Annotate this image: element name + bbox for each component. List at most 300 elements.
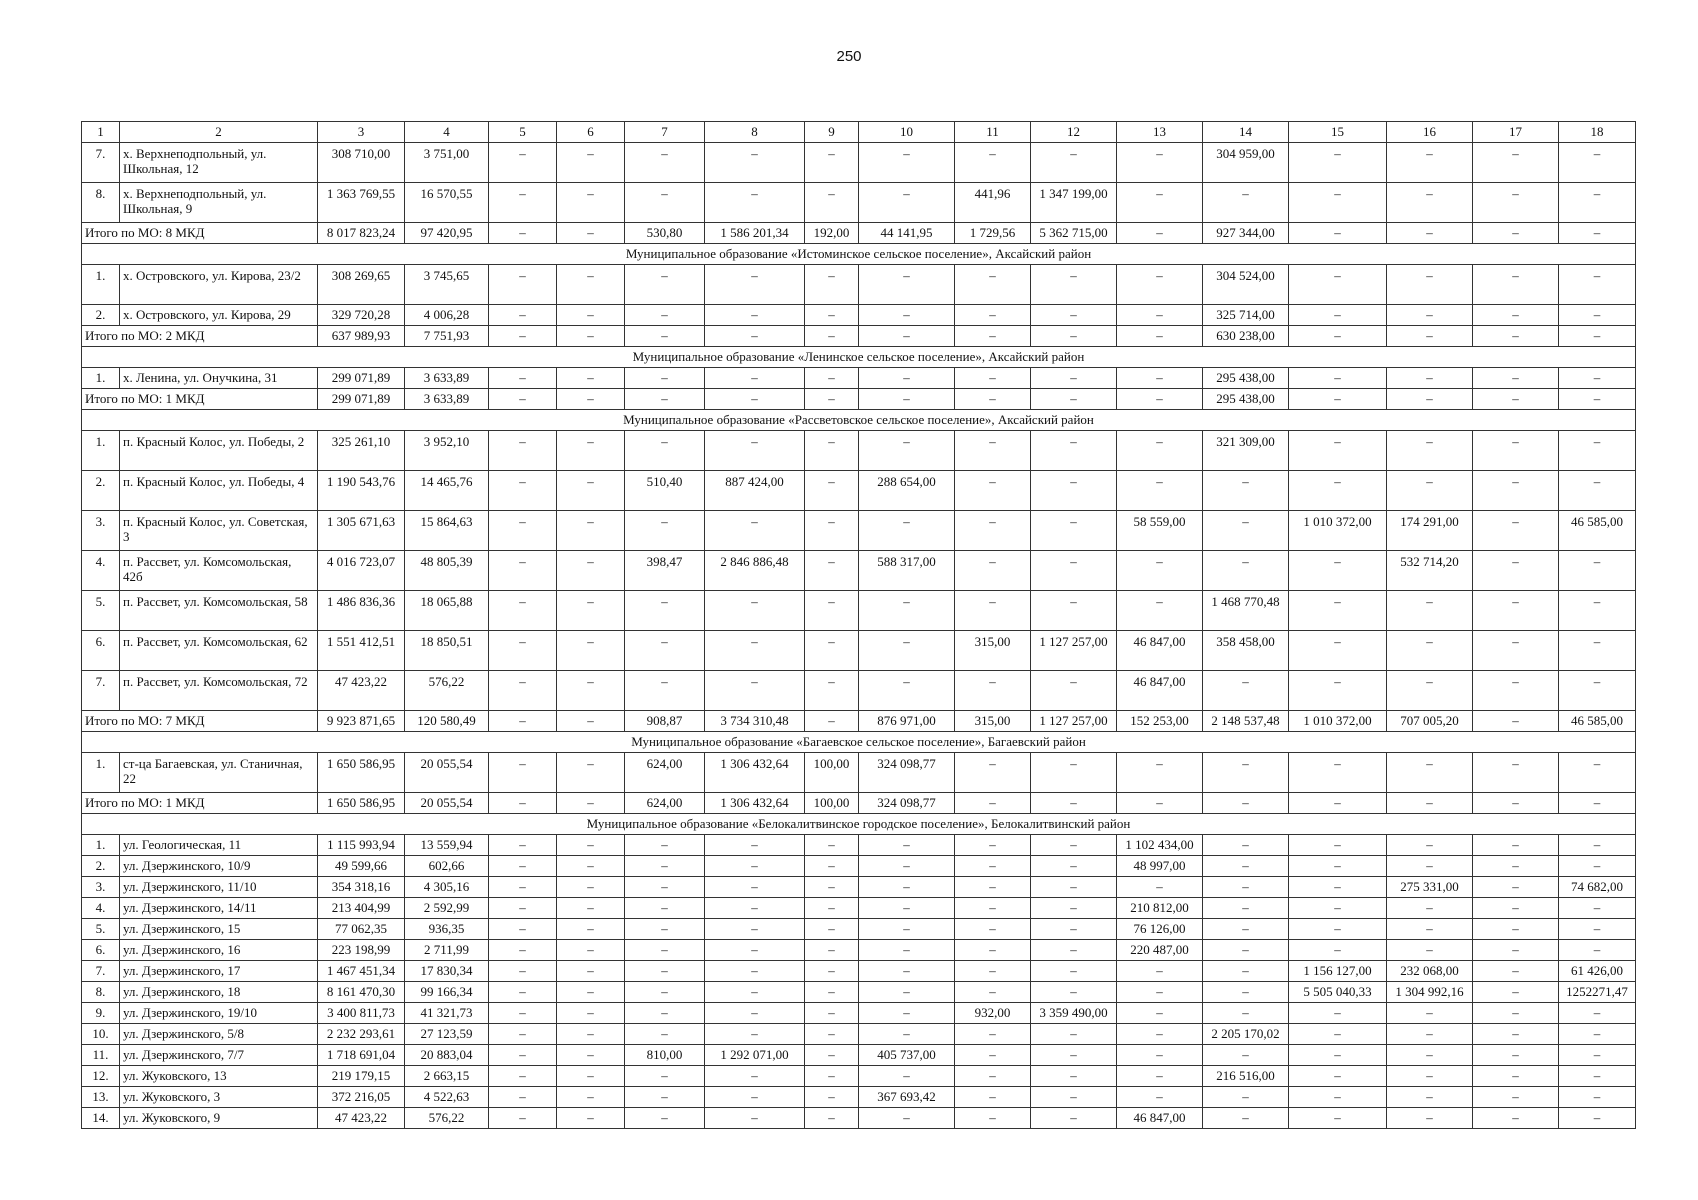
table-cell: – [1473,982,1559,1003]
table-cell: 46 847,00 [1117,671,1203,711]
table-cell: – [859,961,955,982]
table-cell: – [1387,793,1473,814]
table-cell: – [1117,1024,1203,1045]
table-cell: – [489,143,557,183]
address-cell: ул. Дзержинского, 11/10 [120,877,318,898]
table-cell: – [1203,1003,1289,1024]
table-cell: – [1559,471,1636,511]
table-cell: – [625,1087,705,1108]
table-cell: – [1031,856,1117,877]
table-cell: – [489,856,557,877]
table-cell: – [805,711,859,732]
row-number: 1. [82,431,120,471]
table-cell: – [1473,265,1559,305]
address-cell: ул. Жуковского, 13 [120,1066,318,1087]
table-cell: 1 729,56 [955,223,1031,244]
column-header: 12 [1031,122,1117,143]
table-cell: – [1387,1024,1473,1045]
row-number: 2. [82,471,120,511]
table-cell: – [859,631,955,671]
table-cell: – [705,389,805,410]
table-cell: – [1289,591,1387,631]
total-label: Итого по МО: 7 МКД [82,711,318,732]
row-number: 1. [82,835,120,856]
table-cell: – [859,143,955,183]
table-cell: – [1203,471,1289,511]
table-cell: – [805,326,859,347]
section-title: Муниципальное образование «Ленинское сельское поселение», Аксайский район [82,347,1636,368]
table-cell: 2 205 170,02 [1203,1024,1289,1045]
table-cell: – [805,431,859,471]
table-cell: – [859,835,955,856]
table-cell: – [1473,223,1559,244]
table-cell: – [805,982,859,1003]
header-row [82,122,1636,143]
table-cell: – [489,940,557,961]
table-cell: – [955,919,1031,940]
table-cell: – [489,1003,557,1024]
table-cell: – [1289,940,1387,961]
table-cell: – [1117,431,1203,471]
table-cell: 295 438,00 [1203,368,1289,389]
table-cell: – [625,1024,705,1045]
table-cell: – [955,1024,1031,1045]
table-cell: – [1031,1066,1117,1087]
table-cell: 908,87 [625,711,705,732]
table-cell: – [1289,898,1387,919]
table-cell: – [705,183,805,223]
table-cell: – [1559,551,1636,591]
table-cell: – [705,265,805,305]
table-cell: 58 559,00 [1117,511,1203,551]
table-cell: – [805,389,859,410]
table-cell: – [705,919,805,940]
table-cell: – [1289,631,1387,671]
table-cell: 299 071,89 [318,389,405,410]
table-cell: 1 306 432,64 [705,753,805,793]
table-cell: 1 347 199,00 [1031,183,1117,223]
table-cell: 1 305 671,63 [318,511,405,551]
table-cell: – [1031,982,1117,1003]
table-row [82,1003,1636,1024]
address-cell: п. Рассвет, ул. Комсомольская, 58 [120,591,318,631]
table-cell: – [1289,1108,1387,1129]
table-cell: – [1031,511,1117,551]
table-cell: – [557,223,625,244]
table-cell: 210 812,00 [1117,898,1203,919]
table-cell: – [489,919,557,940]
table-cell: – [1203,793,1289,814]
table-cell: 2 846 886,48 [705,551,805,591]
table-cell: 602,66 [405,856,489,877]
table-cell: 8 017 823,24 [318,223,405,244]
table-cell: 321 309,00 [1203,431,1289,471]
table-cell: 707 005,20 [1387,711,1473,732]
table-cell: – [705,326,805,347]
table-cell: 1 468 770,48 [1203,591,1289,631]
table-cell: 4 522,63 [405,1087,489,1108]
table-row [82,856,1636,877]
table-cell: – [625,961,705,982]
table-cell: – [557,898,625,919]
address-cell: х. Верхнеподпольный, ул. Школьная, 12 [120,143,318,183]
table-cell: – [489,511,557,551]
table-cell: 325 261,10 [318,431,405,471]
table-cell: – [955,856,1031,877]
address-cell: п. Красный Колос, ул. Победы, 2 [120,431,318,471]
table-cell: – [1387,753,1473,793]
table-cell: 308 710,00 [318,143,405,183]
table-cell: – [859,389,955,410]
table-cell: 576,22 [405,1108,489,1129]
table-cell: – [859,1003,955,1024]
table-cell: 1 115 993,94 [318,835,405,856]
table-cell: – [1031,1024,1117,1045]
table-cell: – [489,982,557,1003]
table-cell: – [1473,183,1559,223]
table-cell: 77 062,35 [318,919,405,940]
table-cell: 20 055,54 [405,793,489,814]
table-cell: – [1031,898,1117,919]
table-cell: – [625,898,705,919]
table-cell: 876 971,00 [859,711,955,732]
table-cell: – [1387,1066,1473,1087]
table-cell: – [859,982,955,1003]
column-header: 14 [1203,122,1289,143]
row-number: 6. [82,940,120,961]
table-row [82,1024,1636,1045]
table-cell: – [1387,940,1473,961]
table-cell: 308 269,65 [318,265,405,305]
address-cell: ул. Жуковского, 9 [120,1108,318,1129]
table-cell: – [625,982,705,1003]
table-row [82,1045,1636,1066]
table-cell: – [955,591,1031,631]
table-cell: – [1559,919,1636,940]
row-number: 1. [82,753,120,793]
table-cell: – [625,1003,705,1024]
table-cell: 1 650 586,95 [318,793,405,814]
table-cell: – [1473,898,1559,919]
table-cell: 18 850,51 [405,631,489,671]
table-row [82,898,1636,919]
table-cell: – [705,1108,805,1129]
table-cell: – [955,753,1031,793]
table-cell: – [489,631,557,671]
table-cell: – [557,631,625,671]
table-cell: – [1559,631,1636,671]
table-cell: 588 317,00 [859,551,955,591]
table-cell: 1 127 257,00 [1031,711,1117,732]
table-row [82,631,1636,671]
table-cell: – [1117,982,1203,1003]
table-row [82,183,1636,223]
table-cell: – [705,305,805,326]
table-cell: – [557,1024,625,1045]
table-cell: – [805,961,859,982]
table-cell: – [557,982,625,1003]
table-cell: – [805,368,859,389]
table-cell: – [557,753,625,793]
table-cell: – [489,835,557,856]
table-cell: 315,00 [955,631,1031,671]
address-cell: ул. Жуковского, 3 [120,1087,318,1108]
table-cell: – [1559,143,1636,183]
table-cell: – [859,265,955,305]
table-cell: – [557,919,625,940]
table-cell: – [805,1045,859,1066]
table-row [82,877,1636,898]
total-row [82,389,1636,410]
table-cell: – [557,511,625,551]
table-cell: 3 734 310,48 [705,711,805,732]
table-cell: – [1117,1003,1203,1024]
table-cell: 358 458,00 [1203,631,1289,671]
table-cell: 324 098,77 [859,793,955,814]
table-cell: – [557,856,625,877]
table-cell: – [1473,305,1559,326]
table-cell: – [625,183,705,223]
table-cell: – [1117,326,1203,347]
table-cell: 325 714,00 [1203,305,1289,326]
table-cell: 2 148 537,48 [1203,711,1289,732]
table-cell: – [557,183,625,223]
table-cell: – [625,143,705,183]
column-header: 17 [1473,122,1559,143]
column-header: 10 [859,122,955,143]
table-cell: – [1203,877,1289,898]
table-cell: 216 516,00 [1203,1066,1289,1087]
table-cell: 97 420,95 [405,223,489,244]
table-row [82,982,1636,1003]
table-cell: – [1559,1045,1636,1066]
table-cell: 1 467 451,34 [318,961,405,982]
table-cell: – [557,1045,625,1066]
table-cell: – [859,940,955,961]
table-cell: 100,00 [805,753,859,793]
table-cell: – [1559,1003,1636,1024]
table-cell: – [1289,471,1387,511]
table-cell: – [1559,265,1636,305]
table-cell: – [1387,835,1473,856]
row-number: 3. [82,511,120,551]
table-cell: 5 362 715,00 [1031,223,1117,244]
table-cell: – [557,1066,625,1087]
row-number: 11. [82,1045,120,1066]
table-cell: – [955,1066,1031,1087]
table-cell: – [1559,898,1636,919]
table-cell: – [1117,389,1203,410]
address-cell: ул. Дзержинского, 5/8 [120,1024,318,1045]
table-cell: – [1559,305,1636,326]
table-cell: – [1387,389,1473,410]
table-cell: – [625,591,705,631]
column-header: 3 [318,122,405,143]
table-cell: 398,47 [625,551,705,591]
table-body [82,122,1636,1129]
table-cell: – [1387,1045,1473,1066]
table-cell: – [489,753,557,793]
section-row [82,410,1636,431]
table-cell: – [705,898,805,919]
table-cell: – [805,143,859,183]
table-cell: – [1203,898,1289,919]
table-cell: – [805,856,859,877]
section-row [82,244,1636,265]
table-cell: – [1031,671,1117,711]
table-cell: 4 305,16 [405,877,489,898]
table-row [82,1066,1636,1087]
address-cell: х. Верхнеподпольный, ул. Школьная, 9 [120,183,318,223]
table-cell: – [955,898,1031,919]
address-cell: ул. Дзержинского, 7/7 [120,1045,318,1066]
table-cell: – [1031,1045,1117,1066]
table-cell: – [1559,431,1636,471]
table-cell: – [1289,671,1387,711]
table-cell: – [1387,431,1473,471]
table-cell: – [955,305,1031,326]
table-cell: 223 198,99 [318,940,405,961]
table-cell: – [1289,223,1387,244]
table-cell: – [805,471,859,511]
table-cell: – [1473,919,1559,940]
table-cell: – [625,305,705,326]
table-cell: – [955,551,1031,591]
table-cell: – [805,898,859,919]
table-cell: – [625,431,705,471]
row-number: 7. [82,961,120,982]
table-cell: 14 465,76 [405,471,489,511]
table-cell: – [859,368,955,389]
table-cell: – [705,877,805,898]
table-cell: – [705,856,805,877]
table-cell: – [1203,753,1289,793]
table-cell: 3 359 490,00 [1031,1003,1117,1024]
table-cell: 1252271,47 [1559,982,1636,1003]
table-cell: – [625,265,705,305]
table-cell: – [1031,1108,1117,1129]
table-row [82,591,1636,631]
table-cell: 1 156 127,00 [1289,961,1387,982]
table-cell: – [1203,919,1289,940]
table-cell: 354 318,16 [318,877,405,898]
table-cell: 46 585,00 [1559,711,1636,732]
table-cell: – [1031,326,1117,347]
table-cell: 367 693,42 [859,1087,955,1108]
table-cell: – [955,511,1031,551]
table-cell: 1 486 836,36 [318,591,405,631]
table-cell: – [489,223,557,244]
table-cell: – [557,431,625,471]
table-cell: – [955,835,1031,856]
table-cell: 13 559,94 [405,835,489,856]
address-cell: п. Рассвет, ул. Комсомольская, 62 [120,631,318,671]
table-cell: – [705,940,805,961]
row-number: 12. [82,1066,120,1087]
table-cell: – [705,961,805,982]
table-cell: – [705,143,805,183]
table-cell: – [955,982,1031,1003]
table-cell: 232 068,00 [1387,961,1473,982]
row-number: 1. [82,368,120,389]
table-cell: 7 751,93 [405,326,489,347]
table-cell: – [1289,143,1387,183]
table-row [82,1108,1636,1129]
table-cell: – [1559,326,1636,347]
table-cell: – [859,919,955,940]
row-number: 9. [82,1003,120,1024]
table-cell: – [1559,1087,1636,1108]
table-cell: – [1117,753,1203,793]
table-cell: – [805,1087,859,1108]
table-cell: – [1289,368,1387,389]
table-cell: – [625,877,705,898]
table-cell: – [557,835,625,856]
table-cell: – [805,877,859,898]
table-cell: – [1559,389,1636,410]
table-cell: – [1473,1087,1559,1108]
table-cell: – [1289,326,1387,347]
table-cell: – [1031,1087,1117,1108]
table-cell: – [1203,1087,1289,1108]
table-cell: 99 166,34 [405,982,489,1003]
table-cell: 47 423,22 [318,671,405,711]
table-cell: – [489,1108,557,1129]
table-cell: – [1289,1003,1387,1024]
table-cell: – [1203,982,1289,1003]
table-cell: – [1387,143,1473,183]
table-cell: – [1289,1045,1387,1066]
table-row [82,940,1636,961]
table-cell: – [859,511,955,551]
table-cell: – [1473,551,1559,591]
address-cell: п. Красный Колос, ул. Советская, 3 [120,511,318,551]
table-cell: – [859,183,955,223]
table-cell: – [557,326,625,347]
table-cell: 46 585,00 [1559,511,1636,551]
table-cell: – [1473,856,1559,877]
table-cell: 5 505 040,33 [1289,982,1387,1003]
table-cell: – [1559,223,1636,244]
table-cell: 624,00 [625,793,705,814]
table-cell: 220 487,00 [1117,940,1203,961]
row-number: 7. [82,671,120,711]
table-cell: – [489,877,557,898]
table-cell: – [1387,1087,1473,1108]
table-cell: – [705,1024,805,1045]
table-cell: 3 745,65 [405,265,489,305]
table-cell: – [557,591,625,631]
table-cell: 1 102 434,00 [1117,835,1203,856]
table-cell: 44 141,95 [859,223,955,244]
table-cell: – [705,431,805,471]
table-cell: – [489,591,557,631]
column-header: 6 [557,122,625,143]
table-cell: 405 737,00 [859,1045,955,1066]
table-cell: – [1117,143,1203,183]
table-cell: – [1387,671,1473,711]
table-cell: – [1559,793,1636,814]
table-cell: – [1031,940,1117,961]
table-cell: – [1117,877,1203,898]
table-cell: – [805,940,859,961]
row-number: 7. [82,143,120,183]
section-title: Муниципальное образование «Истоминское сельское поселение», Аксайский район [82,244,1636,265]
table-cell: – [1559,368,1636,389]
table-cell: – [1117,223,1203,244]
table-cell: – [859,671,955,711]
table-cell: – [1289,1087,1387,1108]
